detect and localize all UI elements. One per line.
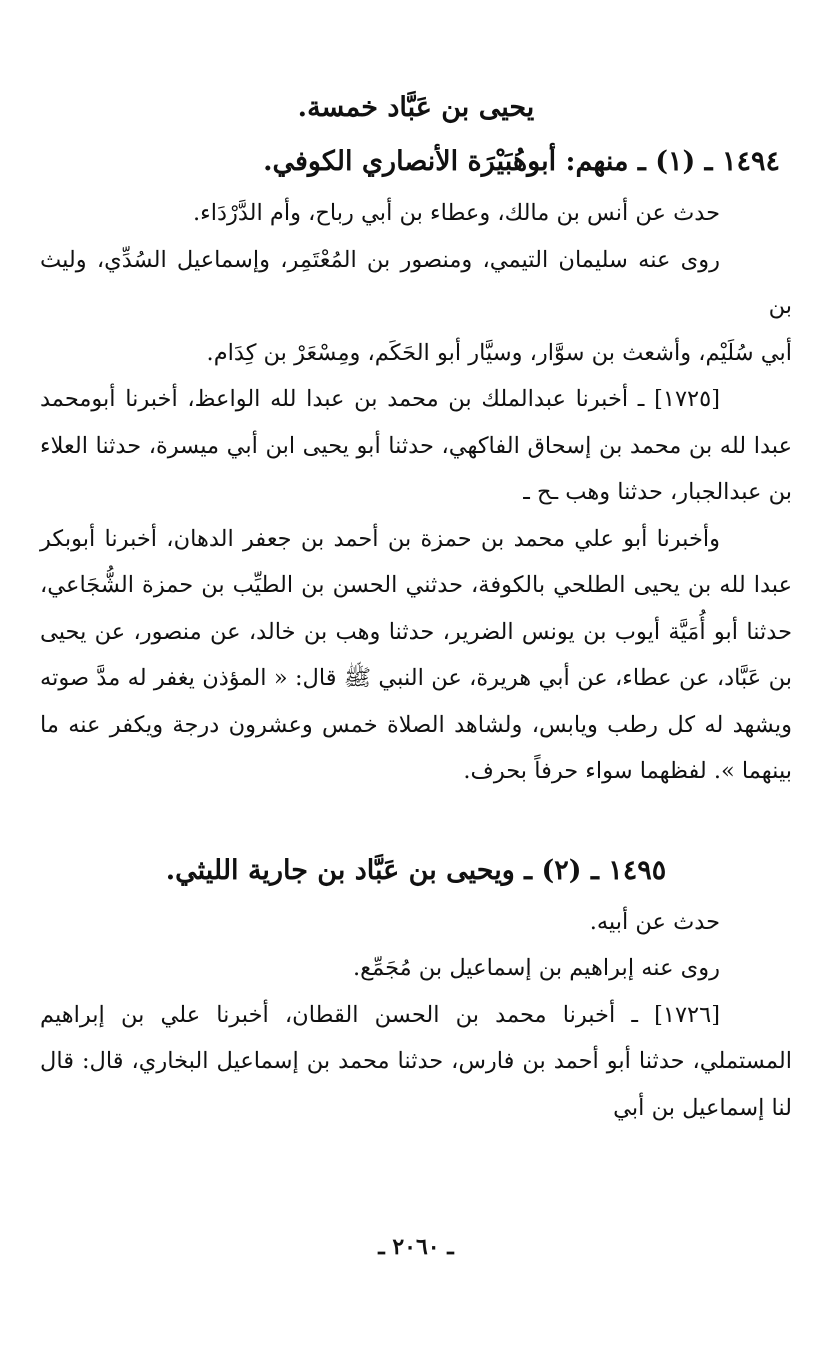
isnad-paragraph: [١٧٢٥] ـ أخبرنا عبدالملك بن محمد بن عبدا لله الواعظ، أخبرنا أبومحمد عبدا لله بن محمد بن إسحاق الفاكهي، حدثنا أبو يحيى ابن أبي ميسرة، حدثنا العلاء بن عبدالجبار، حدثنا وهب ـح ـ (40, 386, 792, 505)
entry-heading: ١٤٩٥ ـ (٢) ـ ويحيى بن عَبَّاد بن جارية الليثي. (165, 854, 667, 886)
entry-heading: ١٤٩٤ ـ (١) ـ منهم: أبوهُبَيْرَة الأنصاري الكوفي. (263, 146, 780, 177)
page-number: ـ ٢٠٦٠ ـ (378, 1234, 454, 1260)
isnad-paragraph: [١٧٢٦] ـ أخبرنا محمد بن الحسن القطان، أخبرنا علي بن إبراهيم المستملي، حدثنا أبو أحمد بن فارس، حدثنا محمد بن إسماعيل البخاري، قال: قال لنا إسماعيل بن أبي (40, 1001, 792, 1121)
narrated-from: حدث عن أنس بن مالك، وعطاء بن أبي رباح، وأم الدَّرْدَاء. (193, 200, 720, 226)
isnad-paragraph: وأخبرنا أبو علي محمد بن حمزة بن أحمد بن جعفر الدهان، أخبرنا أبوبكر عبدا لله بن يحيى الطلحي بالكوفة، حدثني الحسن بن الطيِّب بن حمزة الشُّجَاعي، حدثنا أبو أُمَيَّة أيوب بن يونس الضرير، حدثنا وهب بن خالد، عن منصور، عن يحيى بن عَبَّاد، عن عطاء، عن أبي هريرة، عن النبي ﷺ قال: « المؤذن يغفر له مدَّ صوته ويشهد له كل رطب ويابس، ولشاهد الصلاة خمس وعشرون درجة ويكفر عنه ما بينهما ». لفظهما سواء حرفاً بحرف. (40, 525, 792, 784)
entry-separator (40, 795, 792, 843)
entry-1494 (40, 134, 792, 795)
narrated-by-line: روى عنه إبراهيم بن إسماعيل بن مُجَمِّع. (352, 955, 720, 981)
narrated-from: حدث عن أبيه. (589, 908, 720, 935)
section-title: يحيى بن عَبَّاد خمسة. (297, 92, 535, 123)
narrated-by-line: أبي سُلَيْم، وأشعث بن سوَّار، وسيَّار أبو الحَكَم، ومِسْعَرْ بن كِدَام. (206, 339, 792, 366)
entry-1495 (40, 843, 792, 1132)
narrated-by-line: روى عنه سليمان التيمي، ومنصور بن المُعْتَمِر، وإسماعيل السُدِّي، وليث بن (40, 246, 792, 319)
